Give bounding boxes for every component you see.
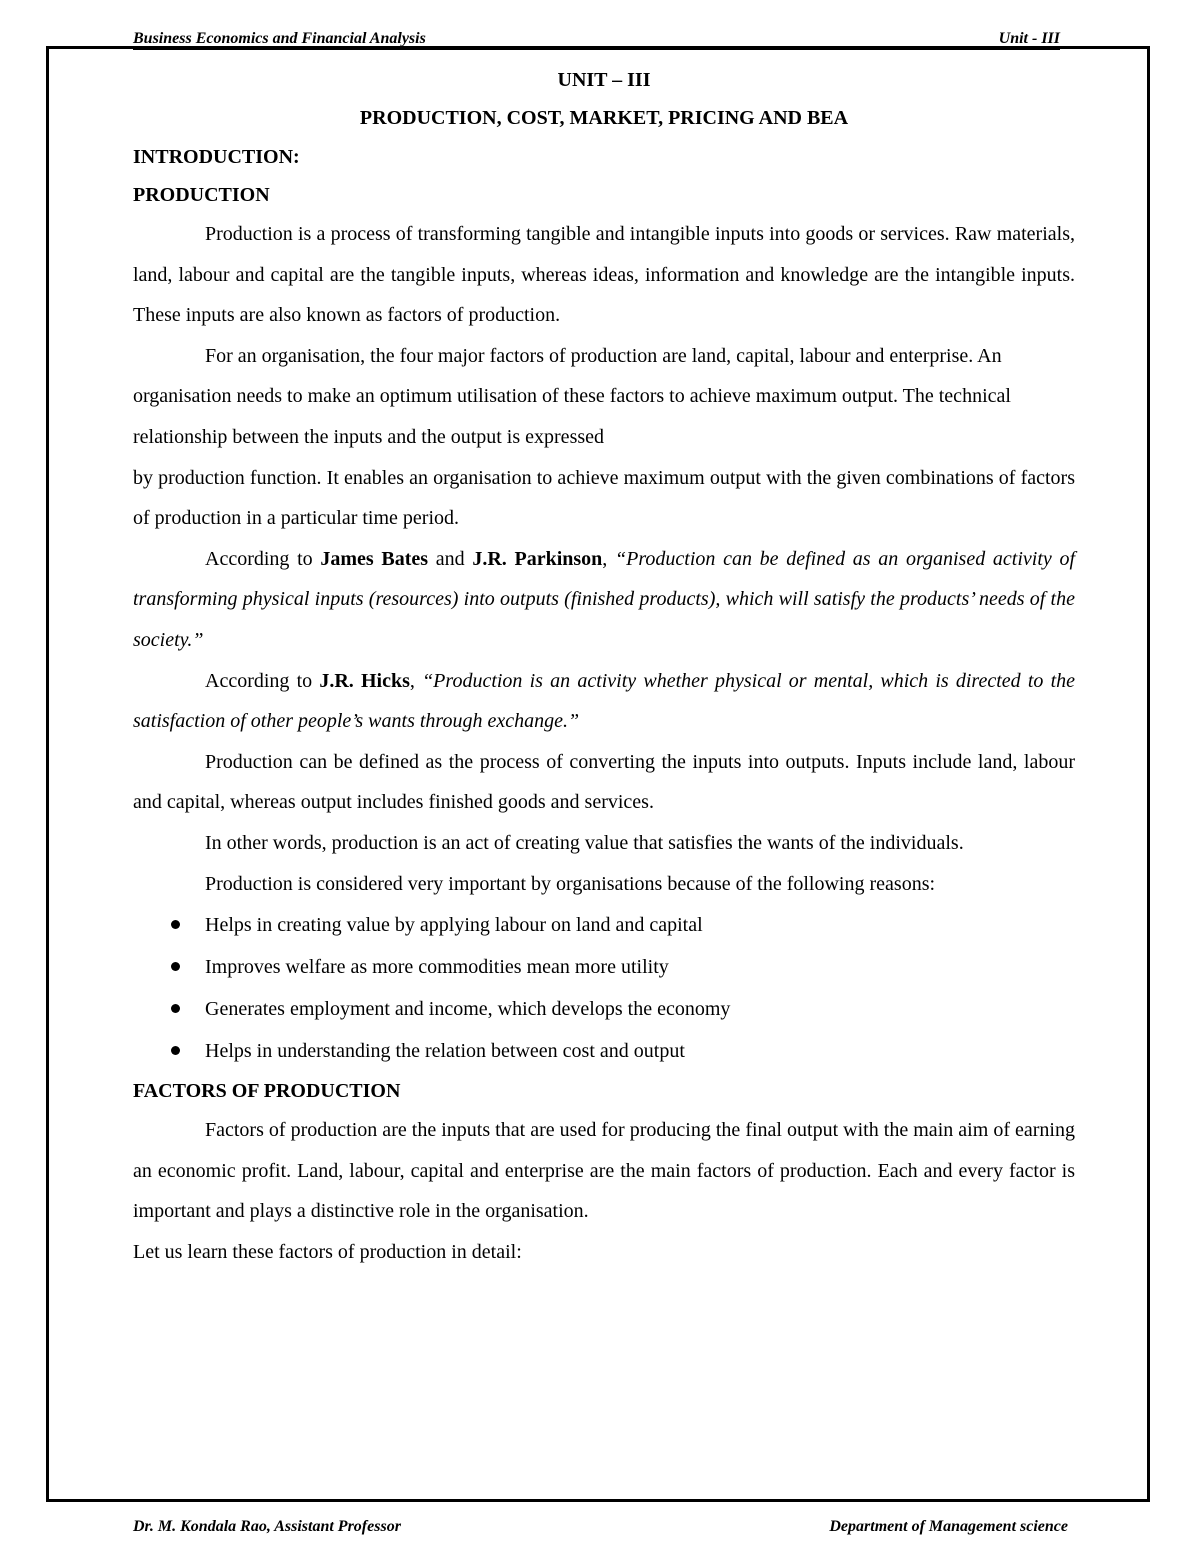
header-course-title: Business Economics and Financial Analysis: [133, 30, 426, 47]
production-function-paragraph: by production function. It enables an organisation to achieve maximum output with the given combinations of factors of production in a particular time period.: [133, 466, 1075, 530]
production-definition-paragraph: Production is a process of transforming tangible and intangible inputs into goods or services. Raw materials, land, labour and capital are the tangible inputs, whereas ideas, information and knowledge are the intangible inputs. These inputs are also known as factors of production.: [133, 223, 1075, 327]
list-item-text: Helps in understanding the relation between cost and output: [205, 1040, 685, 1063]
footer-department: Department of Management science: [829, 1518, 1068, 1535]
bullet-icon: [171, 1004, 180, 1013]
footer-author: Dr. M. Kondala Rao, Assistant Professor: [133, 1518, 401, 1535]
header-unit-label: Unit - III: [998, 30, 1060, 47]
running-footer: [133, 1517, 1068, 1537]
factors-detail-intro: Let us learn these factors of production in detail:: [133, 1240, 522, 1263]
author-jr-parkinson: J.R. Parkinson: [472, 547, 603, 570]
author-james-bates: James Bates: [320, 547, 429, 570]
author-jr-hicks: J.R. Hicks: [319, 669, 410, 692]
unit-title: UNIT – III: [557, 69, 651, 91]
bates-parkinson-definition: [133, 539, 1075, 661]
unit-subtitle: PRODUCTION, COST, MARKET, PRICING AND BEA: [359, 107, 849, 129]
author-separator: ,: [602, 547, 615, 570]
hicks-quote: “Production is an activity whether physical or mental, which is directed to the satisfaction of other people’s wants through exchange.”: [133, 669, 1075, 733]
factors-definition-paragraph: Factors of production are the inputs that are used for producing the final output with the main aim of earning an economic profit. Land, labour, capital and enterprise are the main factors of production. Each and every factor is important and plays a distinctive role in the organisation.: [133, 1119, 1075, 1223]
bates-parkinson-quote: “Production can be defined as an organised activity of transforming physical inputs (resources) into outputs (finished products), which will satisfy the products’ needs of the society.”: [133, 547, 1076, 651]
input-output-paragraph: Production can be defined as the process of converting the inputs into outputs. Inputs include land, labour and capital, whereas output includes finished goods and services.: [133, 750, 1075, 814]
factors-overview-paragraph: For an organisation, the four major factors of production are land, capital, labour and enterprise. An organisation needs to make an optimum utilisation of these factors to achieve maximum output. The technical relationship between the inputs and the output is expressed: [133, 344, 1011, 448]
definition-lead-text: According to: [205, 669, 320, 692]
author-conjunction: and: [428, 547, 473, 570]
list-item-text: Improves welfare as more commodities mean more utility: [205, 956, 669, 979]
list-item-text: Helps in creating value by applying labour on land and capital: [205, 914, 703, 937]
hicks-definition: [133, 661, 1075, 742]
bullet-icon: [171, 962, 180, 971]
author-separator: ,: [409, 669, 423, 692]
importance-bullet-list: [133, 904, 1075, 1072]
list-item: [133, 1030, 1075, 1072]
definition-lead-text: According to: [205, 547, 321, 570]
factors-heading: FACTORS OF PRODUCTION: [133, 1080, 401, 1103]
value-creation-paragraph: In other words, production is an act of creating value that satisfies the wants of the individuals.: [205, 831, 964, 854]
bullet-icon: [171, 1046, 180, 1055]
list-item: [133, 988, 1075, 1030]
page-content: [133, 62, 1075, 1272]
bullet-icon: [171, 920, 180, 929]
production-heading: PRODUCTION: [133, 184, 270, 206]
list-item-text: Generates employment and income, which develops the economy: [205, 998, 731, 1021]
list-item: [133, 904, 1075, 946]
list-item: [133, 946, 1075, 988]
importance-intro-paragraph: Production is considered very important by organisations because of the following reasons:: [205, 872, 936, 895]
introduction-heading: INTRODUCTION:: [133, 146, 300, 168]
